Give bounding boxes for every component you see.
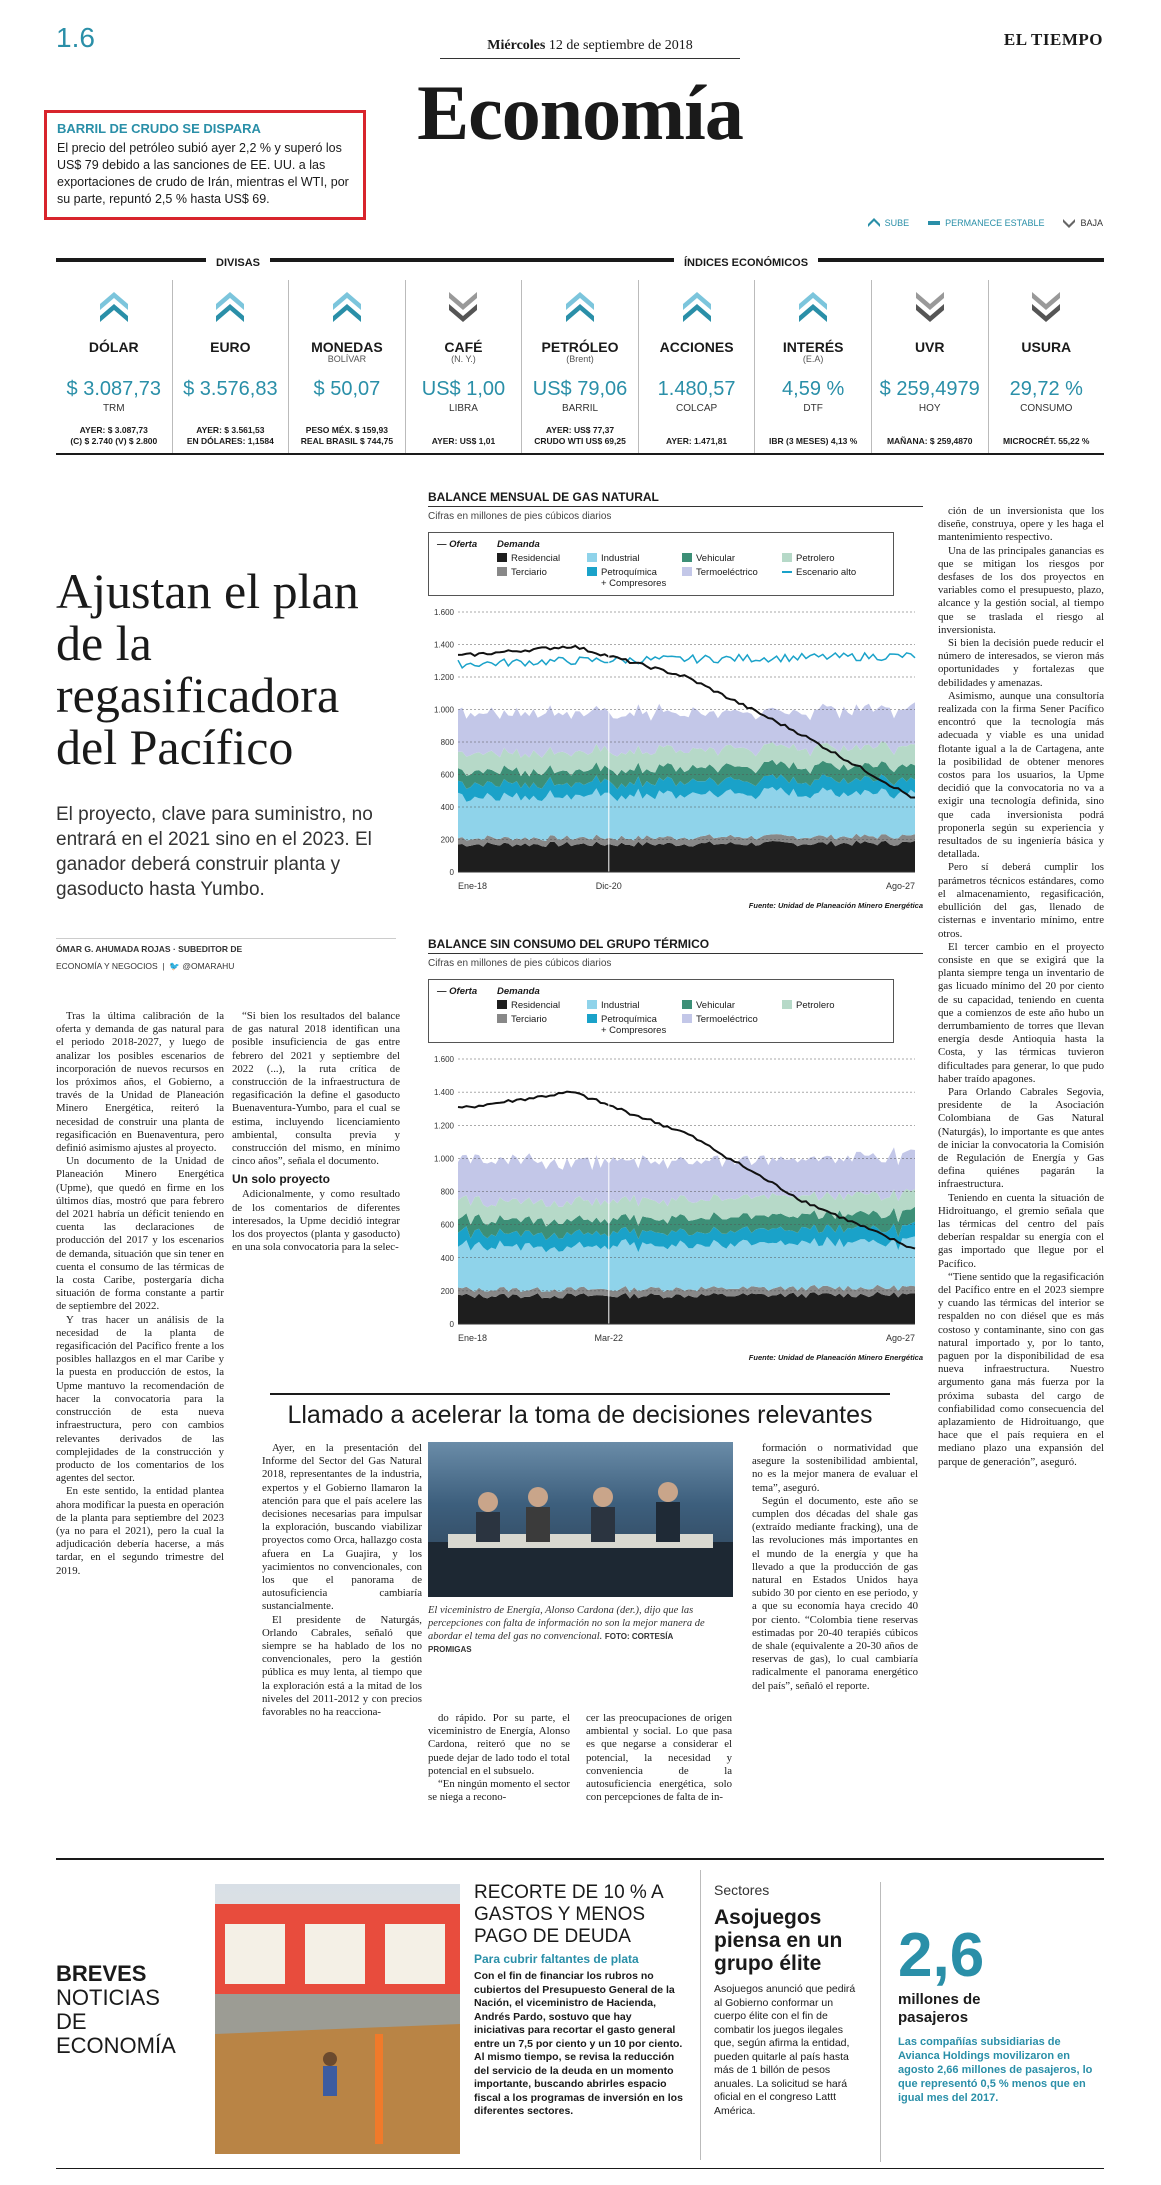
legend-termo: Termoeléctrico [682, 567, 782, 589]
article-paragraph: Teniendo en cuenta la situación de Hidroituango, el gremio señala que las térmicas del centro del país deberían respaldar su energía con el gas importado que llegue por el Pacífico. [938, 1191, 1104, 1270]
indicator-foot: AYER: US$ 1,01 [431, 436, 496, 446]
secondary-paragraph: formación o normatividad que asegure la sostenibilidad ambiental, no es la mejor manera de evaluar el tema”, aseguró. [752, 1442, 918, 1494]
y-tick-label: 1.000 [433, 1154, 454, 1164]
legend2-residencial: Residencial [497, 1000, 587, 1011]
brief-3-body: Las compañías subsidiarias de Avianca Holdings movilizaron en agosto 2,66 millones de pasajeros, lo que representó 0,5 % menos que en igual mes del 2017. [898, 2036, 1093, 2104]
highlight-box [44, 110, 366, 220]
indicator-unit: DTF [803, 403, 823, 414]
y-tick-label: 1.000 [433, 705, 454, 715]
up-arrow-icon [289, 292, 405, 322]
article-paragraph: Tras la última calibración de la oferta y demanda de gas natural para el periodo 2018-2027, y luego de analizar los posibles escenarios de incorporación de nuevos recursos en los próximos años, el Gobierno, a través de la Unidad de Planeación Minero Energética, reiteró la necesidad de construir una planta de regasificación en Buenaventura, pero definió asimismo ajustes al proyecto. [56, 1010, 224, 1155]
legend-industrial: Industrial [587, 553, 682, 564]
indicators-row [56, 280, 1104, 455]
brief-3-figure: 2,6 [898, 1921, 985, 1990]
breves-photo [215, 1884, 460, 2154]
y-tick-label: 800 [440, 1187, 454, 1197]
y-tick-label: 0 [449, 868, 454, 877]
x-tick-label: Ago-27 [885, 1333, 915, 1343]
indicator-foot: AYER: $ 3.561,53 EN DÓLARES: 1,1584 [186, 425, 274, 446]
y-tick-label: 1.600 [433, 1055, 454, 1064]
section-title: Economía [417, 69, 743, 156]
brief-2 [714, 1882, 862, 2118]
y-tick-label: 800 [440, 738, 454, 747]
breves-divider-1 [700, 1870, 701, 2160]
article-paragraph: Adicionalmente, y como resultado de los comentarios de diferentes interesados, la Upme decidió integrar los dos proyectos (planta y gasoducto) en una sola convocatoria para la selec- [232, 1188, 400, 1254]
article-paragraph: El tercer cambio en el proyecto consiste en que se exigirá que la planta siempre tenga un inventario de gas licuado mínimo del 20 por ciento de su capacidad, teniendo en cuenta que a comienzos de este año hubo un derrumbamiento de torres que llevan energía desde Antioquia hasta la Costa, y las térmicas tuvieron dificultades para generar, lo que pudo haber traído apagones. [938, 940, 1104, 1085]
article-paragraph: Un documento de la Unidad de Planeación Minero Energética (Upme), que quedó en firme en los últimos días, mostró que para febrero del 2021 habría un déficit teniendo en cuenta las declaraciones de producción del 2017 y los escenarios de demanda, situación que sin tener en cuenta el consumo de las térmicas de la costa Caribe, postergaría dicha situación de forma constante a partir de septiembre del 2022. [56, 1155, 224, 1313]
twitter-icon: 🐦 [169, 961, 180, 971]
secondary-paragraph: Ayer, en la presentación del Informe del Sector del Gas Natural 2018, representantes de la industria, expertos y el Gobierno llamaron la atención para que el país acelere las decisiones necesarias para impulsar la exploración, buscando viabilizar proyectos como Orca, hallazgo costa afuera en La Guajira, y los yacimientos no convencionales, con los que el panorama de autosuficiencia cambiaría sustancialmente. [262, 1442, 422, 1613]
article-headline: Ajustan el plan de la regasificadora del Pacífico [56, 563, 359, 775]
chart-2-legend [428, 979, 894, 1043]
photo-credit: FOTO: CORTESÍA PROMIGAS [428, 1632, 673, 1654]
trend-legend [867, 218, 1103, 228]
article-column-2 [232, 1010, 400, 1254]
byline-role: ECONOMÍA Y NEGOCIOS [56, 961, 158, 971]
indicator-value: $ 50,07 [313, 378, 381, 400]
y-tick-label: 400 [440, 1253, 454, 1263]
chart-2-plot [428, 1049, 923, 1349]
legend2-demanda: Demanda [497, 986, 540, 997]
indicator-foot: MAÑANA: $ 259,4870 [886, 436, 973, 446]
highlight-text: El precio del petróleo subió ayer 2,2 % y superó los US$ 79 debido a las sanciones de EE. UU. a las exportaciones de crudo de Irán, mientras el WTI, por su parte, repuntó 2,5 % hasta US$ 69. [57, 141, 349, 206]
secondary-column-2: do rápido. Por su parte, el viceministro de Energía, Alonso Cardona, reiteró que no se puede dejar de lado todo el total potencial en el subsuelo. “En ningún momento el sector se niega a recono- [428, 1712, 570, 1804]
y-tick-label: 1.400 [433, 1088, 454, 1098]
indicator-unit: TRM [102, 403, 125, 414]
indicator-usura [989, 280, 1105, 453]
legend2-terciario: Terciario [497, 1014, 587, 1036]
y-tick-label: 0 [449, 1320, 454, 1329]
panel-photo [428, 1442, 733, 1597]
indicator-value: $ 259,4979 [879, 378, 980, 400]
y-tick-label: 200 [440, 1286, 454, 1296]
photo-caption: El viceministro de Energía, Alonso Cardona (der.), dijo que las percepciones con falta de información no son la mejor manera de abordar el tema del gas no convencional. FOTO: CORTESÍA PROMIGAS [428, 1605, 705, 1654]
indicator-unit: CONSUMO [1020, 403, 1073, 414]
indicator-value: 29,72 % [1009, 378, 1083, 400]
article-paragraph: Asimismo, aunque una consultoría realizada con la firma Sener Pacífico encontró que la tecnología más adecuada y viable es una unidad flotante igual a la de Cartagena, ante la posibilidad de obtener menores costos para los usuarios, la Upme decidió que la convocatoria no va a exigir una tecnología definida, sino que cada inversionista podrá proponerla según su experiencia y resultados de su ingeniería básica y detallada. [938, 689, 1104, 861]
article-paragraph: “Si bien los resultados del balance de gas natural 2018 identifican una posible insuficiencia de gas entre febrero del 2021 y septiembre del 2022 (...), la ruta crítica de construcción de la infraestructura de regasificación la define el gasoducto Buenaventura-Yumbo, para el cual se estima, incluyendo licenciamiento ambiental, consulta previa y construcción del mismo, en mínimo cinco años”, señala el documento. [232, 1010, 400, 1168]
indicator-unit: LIBRA [449, 403, 478, 414]
down-arrow-icon [989, 292, 1105, 322]
legend-escenario: Escenario alto [782, 567, 872, 589]
y-tick-label: 600 [440, 770, 454, 780]
legend2-termo: Termoeléctrico [682, 1014, 782, 1036]
article-column-5 [938, 505, 1104, 1469]
breves-divider-2 [880, 1882, 881, 2162]
article-paragraph: Pero sí deberá cumplir los parámetros técnicos estándares, como el almacenamiento, regasificación, ebullición del gas, llenado de cisternas e inventario mínimo, entre otros. [938, 861, 1104, 940]
legend-residencial: Residencial [497, 553, 587, 564]
indices-label: ÍNDICES ECONÓMICOS [674, 257, 818, 269]
legend2-vehicular: Vehicular [682, 1000, 782, 1011]
chart-1-source: Fuente: Unidad de Planeación Minero Energética [748, 901, 923, 910]
article-paragraph: Si bien la decisión puede reducir el número de interesados, se vieron más oportunidades y fortalezas que debilidades y amenazas. [938, 637, 1104, 689]
indicator-value: US$ 1,00 [421, 378, 506, 400]
brief-1-title: RECORTE DE 10 % A GASTOS Y MENOS PAGO DE DEUDA [474, 1882, 663, 1947]
brief-2-body: Asojuegos anunció que pedirá al Gobierno conformar un cuerpo élite con el fin de combatir los juegos ilegales que, según afirma la entidad, pueden quitarle al país hasta más de 1 billón de pesos anuales. La solicitud se hará oficial en el congreso Lattt América. [714, 1983, 856, 2117]
x-tick-label: Dic-20 [595, 881, 622, 891]
indicator-value: 1.480,57 [657, 378, 736, 400]
article-deck: El proyecto, clave para suministro, no entrará en el 2021 sino en el 2023. El ganador deberá construir planta y gasoducto hasta Yumbo. [56, 804, 373, 900]
x-tick-label: Ene-18 [458, 1333, 488, 1343]
indicator-name: USURA [1021, 339, 1072, 355]
secondary-column-3: cer las preocupaciones de origen ambiental y social. Lo que pasa es que negarse a considerar el potencial, la necesidad y conveniencia de la autosuficiencia energética, solo con percepciones de falta de in- [586, 1712, 732, 1804]
brief-1-body: Con el fin de financiar los rubros no cubiertos del Presupuesto General de la Nación, el viceministro de Hacienda, Andrés Pardo, sostuvo que hay iniciativas para recortar el gasto general entre un 7,5 por ciento y un 10 por ciento. Al mismo tiempo, se revisa la reducción del servicio de la deuda en un momento importante, buscando abrirles espacio fiscal a los programas de inversión en los diferentes sectores. [474, 1970, 683, 2117]
indicator-dólar [56, 280, 173, 453]
legend-terciario: Terciario [497, 567, 587, 589]
up-arrow-icon [755, 292, 871, 322]
chart-1-subtitle: Cifras en millones de pies cúbicos diarios [428, 511, 612, 522]
legend-oferta: — Oferta [437, 539, 478, 550]
legend2-petrolero: Petrolero [782, 1000, 872, 1011]
indicator-uvr [872, 280, 989, 453]
legend-up: SUBE [867, 218, 910, 228]
legend-down: BAJA [1062, 218, 1103, 228]
down-arrow-icon [406, 292, 522, 322]
breves-rule [56, 1858, 1104, 1860]
page-number: 1.6 [56, 22, 95, 53]
brief-3 [898, 1921, 1104, 2105]
indicator-interés [755, 280, 872, 453]
up-arrow-icon [173, 292, 289, 322]
indicator-foot: PESO MÉX. $ 159,93 REAL BRASIL $ 744,75 [300, 425, 394, 446]
article-paragraph: “Tiene sentido que la regasificación del Pacífico entre en el 2023 siempre y cuando las térmicas del interior se respalden no con diésel que es más costoso y contaminante, sino con gas natural importado y, por lo tanto, paguen por la disponibilidad de esa nueva infraestructura. Nuestro argumento gana más fuerza por la próxima subasta del cargo de confiabilidad como consecuencia del aplazamiento de Hidroituango, que hace que el país requiera en el mediano plazo una expansión del parque de generación”, aseguró. [938, 1270, 1104, 1468]
indicator-euro [173, 280, 290, 453]
down-arrow-icon [872, 292, 988, 322]
article-paragraph: Para Orlando Cabrales Segovia, presidente de la Asociación Colombiana de Gas Natural (Naturgás), lo importante es que antes de iniciar la convocatoria la Comisión de Regulación de Energía y Gas defina quiénes pagarán la infraestructura. [938, 1085, 1104, 1191]
secondary-paragraph: Según el documento, este año se cumplen dos décadas del shale gas (extraído mediante fracking), una de las revoluciones más importantes en el mundo de la energía y que ha llevado a que la producción de gas natural en Estados Unidos haya subido 30 por ciento en ese periodo, y a que su economía haya crecido 40 por ciento. “Colombia tiene reservas estimadas por 20-40 terapiés cúbicos de shale (equivalente a 20-30 años de reservas de gas), lo cual cambiaría radicalmente el panorama energético del país”, señaló el reporte. [752, 1494, 918, 1692]
y-tick-label: 400 [440, 803, 454, 812]
legend-petrolero: Petrolero [782, 553, 872, 564]
indicator-petróleo [522, 280, 639, 453]
up-arrow-icon [639, 292, 755, 322]
legend2-petroquimica: Petroquímica + Compresores [587, 1014, 682, 1036]
chart-2-subtitle: Cifras en millones de pies cúbicos diarios [428, 958, 612, 969]
indicator-name: EURO [210, 339, 251, 355]
secondary-paragraph: El presidente de Naturgás, Orlando Cabrales, señaló que siempre se ha hablado de los no convencionales, pero la gestión pública es muy lenta, al tiempo que la exploración está a la mitad de los niveles del 2011-2012 y con precios favorables no ha reacciona- [262, 1613, 422, 1719]
y-tick-label: 600 [440, 1220, 454, 1230]
indicator-foot: IBR (3 MESES) 4,13 % [768, 436, 858, 446]
secondary-column-1 [262, 1442, 422, 1719]
x-tick-label: Ago-27 [885, 881, 915, 891]
article-paragraph: ción de un inversionista que los diseñe, construya, opere y les haga el mantenimiento respectivo. [938, 505, 1104, 544]
byline: ÓMAR G. AHUMADA ROJAS · SUBEDITOR DE ECONOMÍA Y NEGOCIOS | 🐦 @OMARAHU [56, 938, 396, 975]
up-arrow-icon [867, 218, 881, 228]
y-tick-label: 1.200 [433, 673, 454, 682]
indicator-value: 4,59 % [782, 378, 845, 400]
brief-2-title: Asojuegos piensa en un grupo élite [714, 1906, 843, 1975]
brief-3-unit: millones de pasajeros [898, 1991, 981, 2026]
up-arrow-icon [56, 292, 172, 322]
byline-author: ÓMAR G. AHUMADA ROJAS · SUBEDITOR DE [56, 944, 243, 954]
date-rest: 12 de septiembre de 2018 [548, 38, 693, 53]
issue-date [440, 38, 740, 59]
indicator-foot: MICROCRÉT. 55,22 % [1003, 436, 1090, 446]
article-paragraph: Una de las principales ganancias es que se mitigan los riesgos por desfases de los dos proyectos en variables como el presupuesto, plazo, alcance y la gestión social, al tiempo que se traslada el riesgo al inversionista. [938, 544, 1104, 636]
subhead: Un solo proyecto [232, 1172, 331, 1187]
street-work-illustration [215, 1884, 460, 2154]
y-tick-label: 1.400 [433, 640, 454, 650]
chart-1-title: BALANCE MENSUAL DE GAS NATURAL [428, 490, 923, 507]
escenario-alto-line [458, 653, 915, 668]
panel-photo-illustration [428, 1442, 733, 1597]
indicator-name: UVR [914, 339, 945, 355]
indicator-value: $ 3.087,73 [66, 378, 162, 400]
chart-2 [428, 937, 923, 1362]
indicator-value: US$ 79,06 [532, 378, 628, 400]
y-tick-label: 200 [440, 835, 454, 845]
indicators-head [56, 258, 1104, 274]
legend2-industrial: Industrial [587, 1000, 682, 1011]
indicator-unit: HOY [918, 403, 941, 414]
y-tick-label: 1.200 [433, 1121, 454, 1131]
byline-handle[interactable]: @OMARAHU [182, 961, 235, 971]
indicator-name: MONEDAS BOLÍVAR [311, 339, 383, 364]
chart-2-title: BALANCE SIN CONSUMO DEL GRUPO TÉRMICO [428, 937, 923, 954]
y-tick-label: 1.600 [433, 608, 454, 617]
x-tick-label: Mar-22 [594, 1333, 624, 1343]
chart-1-plot [428, 602, 923, 897]
article-paragraph: En este sentido, la entidad plantea ahora modificar la puesta en operación de la planta para septiembre del 2023 (ya no para el 2021), pero la cual la adjudicación debería hacerse, a más tardar, en el segundo trimestre del 2019. [56, 1485, 224, 1577]
indicator-name: DÓLAR [88, 339, 139, 355]
indicator-café [406, 280, 523, 453]
indicator-acciones [639, 280, 756, 453]
indicator-value: $ 3.576,83 [183, 378, 278, 400]
indicator-name: ACCIONES [659, 339, 734, 355]
highlight-title: BARRIL DE CRUDO SE DISPARA [57, 121, 261, 136]
legend-stable: PERMANECE ESTABLE [927, 218, 1044, 228]
indicator-foot: AYER: $ 3.087,73 (C) $ 2.740 (V) $ 2.800 [70, 425, 158, 446]
chart-1 [428, 490, 923, 910]
article-paragraph: Y tras hacer un análisis de la necesidad de la planta de regasificación del Pacífico frente a los posibles hallazgos en el mar Caribe y la puesta en producción de estos, la Upme mantuvo la recomendación de hacer la convocatoria para la construcción de esta nueva infraestructura, pero con cambios relevantes derivados de las complejidades de la construcción y producto de los comentarios de los agentes del sector. [56, 1313, 224, 1485]
chart-1-legend [428, 532, 894, 596]
up-arrow-icon [522, 292, 638, 322]
legend-demanda: Demanda [497, 539, 540, 550]
down-arrow-icon [1062, 218, 1076, 228]
secondary-headline: Llamado a acelerar la toma de decisiones relevantes [270, 1393, 890, 1430]
divisas-label: DIVISAS [206, 257, 270, 269]
legend2-oferta: — Oferta [437, 986, 478, 997]
article-column-1 [56, 1010, 224, 1578]
indicator-name: PETRÓLEO (Brent) [541, 339, 619, 364]
indicator-name: CAFÉ (N. Y.) [444, 339, 483, 364]
indicator-foot: AYER: 1.471,81 [666, 436, 728, 446]
bottom-rule [56, 2168, 1104, 2169]
x-tick-label: Ene-18 [458, 881, 488, 891]
indicator-unit: COLCAP [676, 403, 718, 414]
indicator-unit: BARRIL [561, 403, 599, 414]
newspaper-logo[interactable]: EL TIEMPO [1003, 30, 1103, 49]
secondary-column-4 [752, 1442, 918, 1693]
breves-label: BREVES NOTICIAS DE ECONOMÍA [56, 1961, 176, 2058]
legend-vehicular: Vehicular [682, 553, 782, 564]
stable-icon [927, 218, 941, 228]
date-day: Miércoles [487, 38, 546, 53]
indicator-name: INTERÉS (E.A) [782, 339, 844, 364]
legend-petroquimica: Petroquímica + Compresores [587, 567, 682, 589]
indicator-monedas [289, 280, 406, 453]
brief-1 [474, 1882, 684, 2119]
brief-1-subtitle: Para cubrir faltantes de plata [474, 1952, 639, 1966]
brief-2-kicker: Sectores [714, 1882, 770, 1898]
chart-2-source: Fuente: Unidad de Planeación Minero Energética [748, 1353, 923, 1362]
indicator-foot: AYER: US$ 77,37 CRUDO WTI US$ 69,25 [534, 425, 626, 446]
